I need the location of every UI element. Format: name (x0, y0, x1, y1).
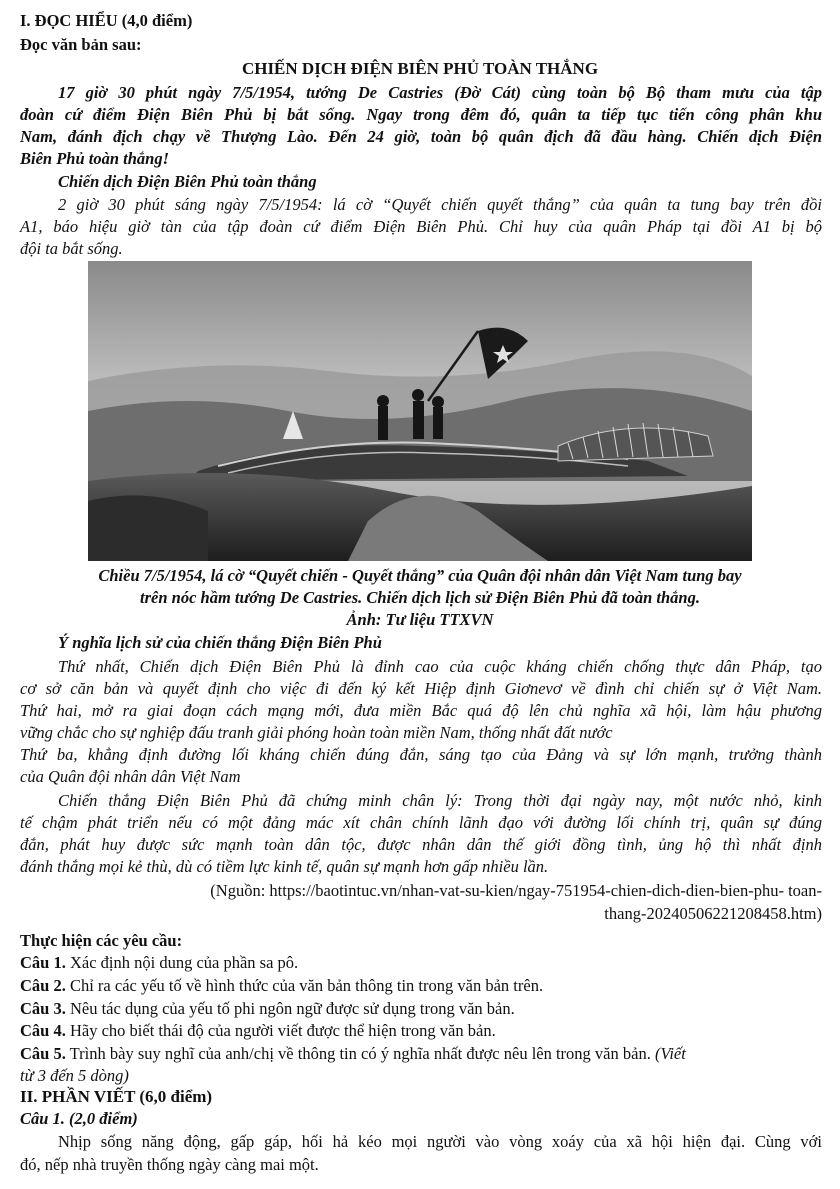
section-1-intro: Đọc văn bản sau: (20, 35, 142, 54)
question-item (20, 998, 822, 1020)
paragraph-line: 2 giờ 30 phút sáng ngày 7/5/1954: lá cờ “Quyết chiến quyết thắng” của quân ta tung bay trên đồi (58, 195, 822, 214)
significance-line: của Quân đội nhân dân Việt Nam (20, 767, 241, 786)
lead-line: đoàn cứ điểm Điện Biên Phủ bị bắt sống. Ngay trong đêm đó, quân ta tiếp tục tiến công phân khu (20, 105, 822, 124)
question-text: Hãy cho biết thái độ của người viết được thể hiện trong văn bản. (65, 1021, 496, 1040)
lead-line: Nam, đánh địch chạy về Thượng Lào. Đến 24 giờ, toàn bộ quân địch đã đầu hàng. Chiến dịch Điện (20, 127, 822, 146)
significance-line: đắn, phát huy được sức mạnh toàn dân tộc, được nhân dân thế giới đồng tình, ủng hộ thì nhất định (20, 835, 822, 854)
subheading: Chiến dịch Điện Biên Phủ toàn thắng (58, 172, 317, 191)
question-note: (Viết (650, 1044, 686, 1063)
question-label: Câu 5. (20, 1044, 66, 1063)
question-label: Câu 2. (20, 976, 66, 995)
lead-line: 17 giờ 30 phút ngày 7/5/1954, tướng De Castries (Đờ Cát) cùng toàn bộ Bộ tham mưu của tập (58, 83, 822, 102)
question-item (20, 952, 822, 974)
question-text: Trình bày suy nghĩ của anh/chị về thông tin có ý nghĩa nhất được nêu lên trong văn bản. (65, 1044, 651, 1063)
question-label: Câu 1. (20, 953, 66, 972)
question-text: Nêu tác dụng của yếu tố phi ngôn ngữ được sử dụng trong văn bản. (65, 999, 515, 1018)
paragraph-line: A1, báo hiệu giờ tàn của tập đoàn cứ điểm Điện Biên Phủ. Chỉ huy của quân Pháp tại đồi A1 bị bộ (20, 217, 822, 236)
article-title: CHIẾN DỊCH ĐIỆN BIÊN PHỦ TOÀN THẮNG (241, 59, 599, 78)
significance-heading: Ý nghĩa lịch sử của chiến thắng Điện Biên Phủ (58, 633, 382, 652)
significance-line: đánh thắng mọi kẻ thù, dù có tiềm lực kinh tế, quân sự mạnh hơn gấp nhiều lần. (20, 857, 549, 876)
significance-line: cơ sở căn bản và quyết định cho việc đi đến ký kết Hiệp định Giơnevơ về đình chỉ chiến sự ở Việt Nam. (20, 679, 822, 698)
significance-line: Thứ nhất, Chiến dịch Điện Biên Phủ là đỉnh cao của cuộc kháng chiến chống thực dân Pháp, tạo (58, 657, 822, 676)
tasks-heading: Thực hiện các yêu cầu: (20, 931, 183, 950)
section-2-heading: II. PHẦN VIẾT (6,0 điểm) (20, 1087, 213, 1106)
lead-line: Biên Phủ toàn thắng! (20, 149, 170, 168)
significance-line: Thứ ba, khẳng định đường lối kháng chiến đúng đắn, sáng tạo của Đảng và sự lớn mạnh, trưởng thành (20, 745, 822, 764)
significance-line: Chiến thắng Điện Biên Phủ đã chứng minh chân lý: Trong thời đại ngày nay, một nước nhỏ, kinh (58, 791, 822, 810)
significance-line: vững chắc cho sự nghiệp đấu tranh giải phóng hoàn toàn miền Nam, thống nhất đất nước (20, 723, 613, 742)
question-label: Câu 4. (20, 1021, 66, 1040)
question-item (20, 1020, 822, 1042)
prompt-line: đó, nếp nhà truyền thống ngày càng mai một. (20, 1155, 319, 1174)
section-2-question-label: Câu 1. (2,0 điểm) (20, 1109, 138, 1128)
source-line: thang-20240506221208458.htm) (604, 904, 822, 923)
prompt-line: Nhịp sống năng động, gấp gáp, hối hả kéo mọi người vào vòng xoáy của xã hội hiện đại. Cùng với (58, 1132, 822, 1151)
question-item (20, 1043, 822, 1065)
question-text: Xác định nội dung của phần sa pô. (65, 953, 299, 972)
question-label: Câu 3. (20, 999, 66, 1018)
significance-line: tế chậm phát triển nếu có một đảng mác xít chân chính lãnh đạo với đường lối chính trị, quân sự đúng (20, 813, 822, 832)
question-item (20, 975, 822, 997)
source-line: (Nguồn: https://baotintuc.vn/nhan-vat-su-kien/ngay-751954-chien-dich-dien-bien-phu- toan- (210, 881, 822, 900)
caption-line: Chiều 7/5/1954, lá cờ “Quyết chiến - Quyết thắng” của Quân đội nhân dân Việt Nam tung bay (98, 566, 742, 585)
significance-line: Thứ hai, mở ra giai đoạn cách mạng mới, đưa miền Bắc quá độ lên chủ nghĩa xã hội, làm hậu phương (20, 701, 822, 720)
question-note-continued: từ 3 đến 5 dòng) (20, 1066, 129, 1085)
paragraph-line: đội ta bắt sống. (20, 239, 123, 258)
section-1-heading: I. ĐỌC HIỂU (4,0 điểm) (20, 11, 193, 30)
historical-photo (88, 261, 752, 561)
caption-line: trên nóc hầm tướng De Castries. Chiến dịch lịch sử Điện Biên Phủ đã toàn thắng. (140, 588, 700, 607)
photo-credit: Ảnh: Tư liệu TTXVN (346, 610, 494, 629)
question-text: Chỉ ra các yếu tố về hình thức của văn bản thông tin trong văn bản trên. (65, 976, 544, 995)
